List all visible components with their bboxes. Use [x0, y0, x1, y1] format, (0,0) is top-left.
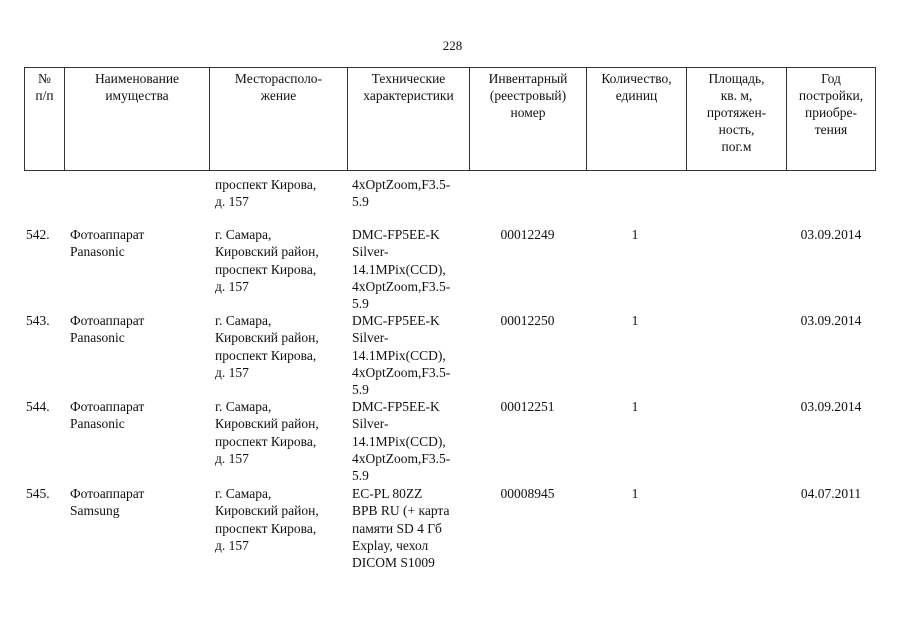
cell-tech: 4xOptZoom,F3.5- 5.9	[352, 177, 451, 210]
header-cell-location: Месторасполо- жение	[210, 68, 348, 171]
cell-name: Фотоаппарат Panasonic	[70, 313, 145, 346]
cell-qty: 1	[631, 399, 639, 414]
header-cell-year: Год постройки, приобре- тения	[787, 68, 876, 171]
cell-name: Фотоаппарат Panasonic	[70, 227, 145, 260]
cell-location: г. Самара, Кировский район, проспект Кирова, д. 157	[215, 227, 319, 294]
cell-location: г. Самара, Кировский район, проспект Кирова, д. 157	[215, 486, 319, 553]
cell-qty: 1	[631, 227, 639, 242]
cell-qty: 1	[631, 486, 639, 501]
cell-location: проспект Кирова, д. 157	[215, 177, 317, 210]
cell-tech: DMC-FP5EE-K Silver- 14.1MPix(CCD), 4xOptZoom,F3.5- 5.9	[352, 399, 451, 484]
header-cell-tech: Технические характеристики	[348, 68, 470, 171]
header-cell-inventory: Инвентарный (реестровый) номер	[470, 68, 587, 171]
table-header	[24, 67, 876, 171]
cell-year: 04.07.2011	[800, 486, 862, 501]
cell-number: 545.	[26, 486, 50, 501]
cell-location: г. Самара, Кировский район, проспект Кирова, д. 157	[215, 399, 319, 466]
cell-tech: DMC-FP5EE-K Silver- 14.1MPix(CCD), 4xOptZoom,F3.5- 5.9	[352, 313, 451, 398]
cell-inventory: 00012250	[500, 313, 555, 328]
cell-year: 03.09.2014	[800, 313, 862, 328]
cell-name: Фотоаппарат Panasonic	[70, 399, 145, 432]
cell-number: 542.	[26, 227, 50, 242]
header-cell-qty: Количество, единиц	[587, 68, 687, 171]
cell-location: г. Самара, Кировский район, проспект Кирова, д. 157	[215, 313, 319, 380]
cell-inventory: 00012251	[500, 399, 555, 414]
cell-number: 544.	[26, 399, 50, 414]
header-cell-number: № п/п	[25, 68, 65, 171]
cell-tech: EC-PL 80ZZ BPB RU (+ карта памяти SD 4 Гб Explay, чехол DICOM S1009	[352, 486, 450, 571]
cell-inventory: 00012249	[500, 227, 555, 242]
cell-year: 03.09.2014	[800, 399, 862, 414]
page-number: 228	[442, 38, 463, 53]
header-row	[25, 68, 876, 171]
cell-year: 03.09.2014	[800, 227, 862, 242]
cell-name: Фотоаппарат Samsung	[70, 486, 145, 519]
cell-qty: 1	[631, 313, 639, 328]
header-cell-name: Наименование имущества	[65, 68, 210, 171]
header-cell-area: Площадь, кв. м, протяжен- ность, пог.м	[687, 68, 787, 171]
cell-inventory: 00008945	[500, 486, 555, 501]
cell-tech: DMC-FP5EE-K Silver- 14.1MPix(CCD), 4xOptZoom,F3.5- 5.9	[352, 227, 451, 312]
cell-number: 543.	[26, 313, 50, 328]
